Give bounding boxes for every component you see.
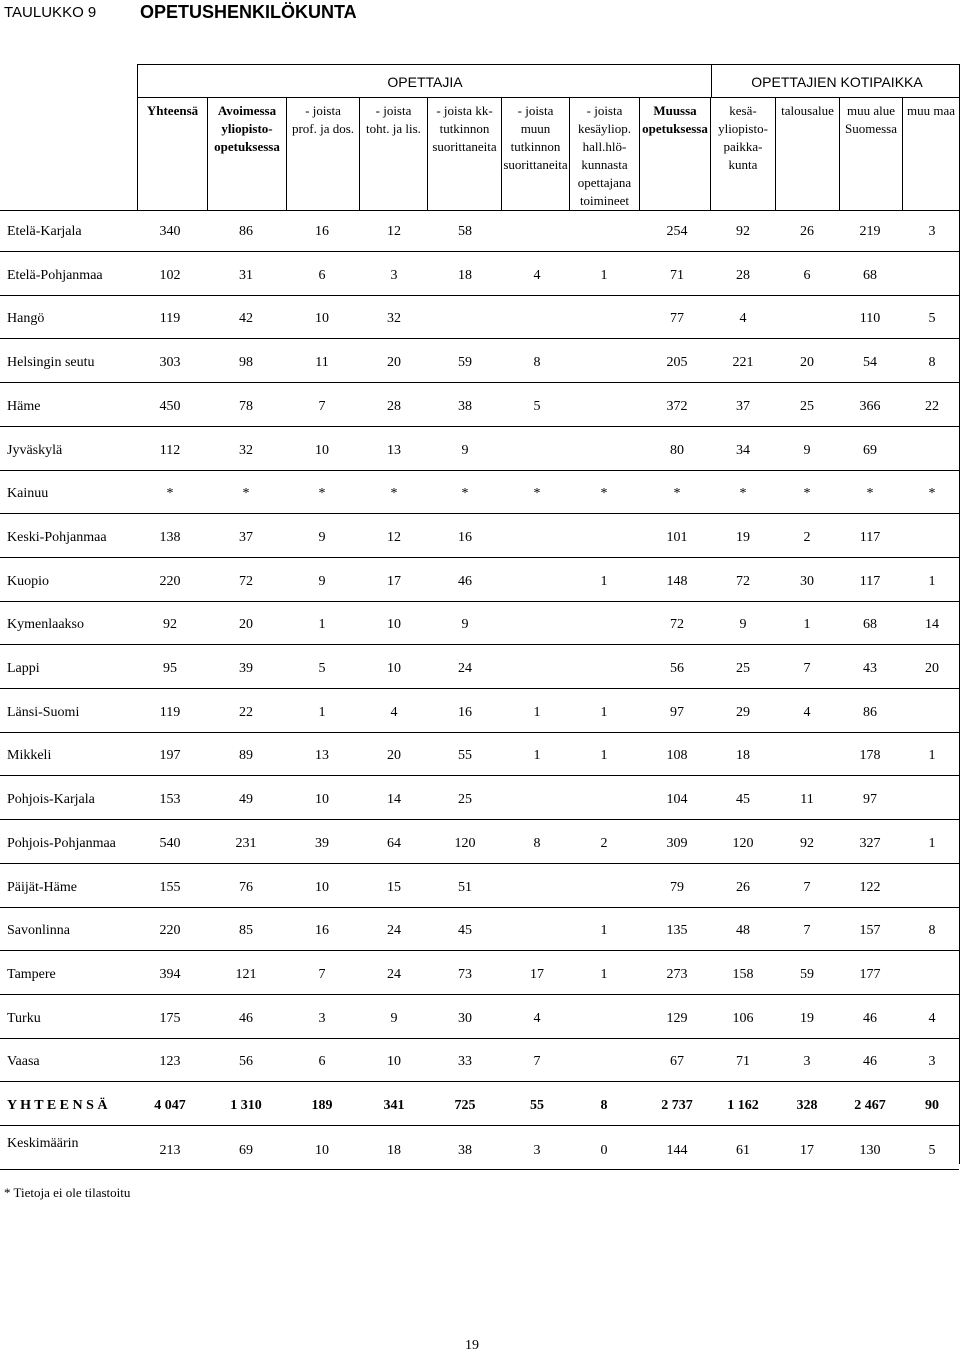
table-cell: 120 [732,835,754,851]
column-header: - joista prof. ja dos. [291,103,355,136]
table-cell: 71 [736,1054,750,1070]
header-top-rule [137,64,959,65]
row-label: Keski-Pohjanmaa [7,529,107,545]
table-cell: 31 [239,267,253,283]
table-cell: 72 [736,573,750,589]
table-cell: 22 [925,398,939,414]
table-cell: 17 [530,966,544,982]
table-cell: 25 [458,792,472,808]
row-label: Kymenlaakso [7,617,84,633]
table-cell: 43 [863,661,877,676]
table-cell: 46 [458,573,472,589]
table-cell: 6 [803,267,811,283]
table-cell: * [318,486,326,502]
table-cell: 10 [387,661,401,676]
table-cell: 158 [732,966,754,982]
table-cell: * [673,486,681,502]
row-separator [0,1169,959,1170]
table-cell: 32 [387,311,401,327]
row-separator [0,688,959,689]
table-cell: 3 [533,1142,541,1158]
table-cell: 144 [666,1142,688,1158]
row-separator [0,426,959,427]
table-cell: 34 [736,442,750,458]
table-cell: 39 [239,661,253,676]
table-cell: 7 [318,398,326,414]
row-separator [0,295,959,296]
row-separator [0,513,959,514]
table-cell: 4 [390,704,398,720]
table-cell: 22 [239,704,253,720]
table-cell: 16 [315,224,329,239]
table-cell: 8 [928,355,936,371]
table-cell: 33 [458,1054,472,1070]
table-cell: 20 [387,355,401,371]
row-separator [0,994,959,995]
table-cell: 61 [736,1142,750,1158]
table-cell: 76 [239,879,253,895]
table-cell: 117 [859,529,881,545]
table-cell: 1 [600,748,608,764]
table-cell: 12 [387,529,401,545]
group-header-home: OPETTAJIEN KOTIPAIKKA [751,74,923,90]
table-cell: 1 [600,573,608,589]
table-cell: 26 [736,879,750,895]
table-cell: 4 047 [154,1098,186,1113]
table-cell: 80 [670,442,684,458]
row-separator [0,382,959,383]
table-cell: 7 [803,923,811,939]
table-cell: 450 [159,398,181,414]
table-cell: 4 [803,704,811,720]
table-cell: 15 [387,879,401,895]
footnote: * Tietoja ei ole tilastoitu [4,1185,131,1200]
table-cell: 122 [859,879,881,895]
table-cell: 58 [458,224,472,239]
table-cell: 10 [387,1054,401,1070]
table-cell: 42 [239,311,253,327]
table-cell: 48 [736,923,750,939]
table-cell: 9 [803,442,811,458]
table-cell: 10 [315,879,329,895]
table-cell: * [242,486,250,502]
table-cell: 1 [600,966,608,982]
table-cell: 254 [666,224,688,239]
table-cell: 1 [928,835,936,851]
table-cell: * [600,486,608,502]
table-cell: 20 [239,617,253,633]
row-separator [0,775,959,776]
table-cell: 340 [159,224,181,239]
table-cell: 112 [159,442,181,458]
table-cell: 46 [863,1010,877,1026]
row-label: Mikkeli [7,748,52,764]
table-cell: 14 [387,792,401,808]
table-cell: 86 [239,224,253,239]
table-cell: 2 [600,835,608,851]
header-bottom-rule [0,210,959,211]
row-label: Turku [7,1010,41,1026]
table-cell: 46 [863,1054,877,1070]
row-label: Kainuu [7,486,49,502]
group-header-teachers: OPETTAJIA [387,74,463,90]
table-cell: 16 [458,704,472,720]
column-header: - joista toht. ja lis. [366,103,421,136]
table-cell: 72 [670,617,684,633]
table-cell: 59 [458,355,472,371]
table-cell: 46 [239,1010,253,1026]
table-cell: 13 [387,442,401,458]
table-cell: 130 [859,1142,881,1158]
table-cell: 221 [732,355,754,371]
column-header: muu alue Suomessa [845,103,897,136]
table-cell: 189 [311,1098,333,1113]
column-header: - joista kesäyliop. hall.hlö- kunnasta opettajana toimineet [577,103,632,208]
table-cell: 49 [239,792,253,808]
table-cell: 12 [387,224,401,239]
table-cell: 8 [533,835,541,851]
table-cell: 67 [670,1054,684,1070]
table-cell: 138 [159,529,181,545]
table-cell: 97 [670,704,684,720]
row-label: Tampere [7,966,56,982]
table-cell: 38 [458,1142,472,1158]
table-cell: 6 [318,1054,326,1070]
row-label: Savonlinna [7,923,70,939]
row-label: Lappi [7,661,40,676]
row-label: Pohjois-Pohjanmaa [7,835,116,851]
table-cell: 14 [925,617,939,633]
row-label: Jyväskylä [7,442,63,458]
table-cell: 7 [533,1054,541,1070]
column-header: kesä- yliopisto- paikka- kunta [718,103,768,172]
table-cell: 328 [796,1098,818,1113]
table-cell: 24 [387,966,401,982]
table-cell: 16 [315,923,329,939]
row-separator [0,1081,959,1082]
row-separator [0,819,959,820]
table-cell: 8 [928,923,936,939]
table-cell: 231 [235,835,257,851]
table-cell: 64 [387,835,401,851]
table-cell: 45 [458,923,472,939]
row-label: Kuopio [7,573,49,589]
table-cell: 37 [239,529,253,545]
table-cell: * [739,486,747,502]
row-separator [0,1125,959,1126]
row-separator [0,251,959,252]
table-cell: 24 [458,661,472,676]
table-cell: 1 [600,267,608,283]
column-header: - joista muun tutkinnon suorittaneita [503,103,568,172]
header-mid-rule [137,97,959,98]
table-cell: 3 [928,224,936,239]
table-cell: 38 [458,398,472,414]
table-cell: 4 [739,311,747,327]
table-cell: 55 [458,748,472,764]
table-cell: * [928,486,936,502]
column-header: Muussa opetuksessa [642,103,708,136]
table-cell: 121 [235,966,257,982]
table-cell: 98 [239,355,253,371]
table-cell: 55 [530,1098,544,1113]
table-cell: 1 [318,617,326,633]
table-cell: 178 [859,748,881,764]
table-cell: 120 [454,835,476,851]
table-cell: 394 [159,966,181,982]
table-cell: 9 [318,529,326,545]
table-cell: 24 [387,923,401,939]
table-cell: 69 [863,442,877,458]
table-cell: 205 [666,355,688,371]
table-cell: 110 [859,311,881,327]
table-cell: 9 [461,442,469,458]
table-cell: 59 [800,966,814,982]
table-cell: 366 [859,398,881,414]
table-cell: 220 [159,923,181,939]
table-cell: 30 [458,1010,472,1026]
row-separator [0,557,959,558]
table-cell: 90 [925,1098,939,1113]
table-cell: 303 [159,355,181,371]
table-cell: 155 [159,879,181,895]
table-cell: 69 [239,1142,253,1158]
table-cell: 25 [736,661,750,676]
column-header: Yhteensä [146,103,199,118]
column-header: Avoimessa yliopisto- opetuksessa [214,103,280,154]
row-label: Etelä-Pohjanmaa [7,267,103,283]
table-cell: 17 [387,573,401,589]
column-header: - joista kk- tutkinnon suorittaneita [432,103,497,154]
table-cell: 13 [315,748,329,764]
table-cell: 5 [533,398,541,414]
table-cell: 220 [159,573,181,589]
table-cell: * [390,486,398,502]
table-cell: 1 [928,748,936,764]
table-cell: 104 [666,792,688,808]
table-label: TAULUKKO 9 [4,4,97,21]
table-cell: 7 [803,661,811,676]
row-label: Länsi-Suomi [7,704,80,720]
table-cell: 26 [800,224,814,239]
table-cell: 77 [670,311,684,327]
table-cell: 5 [928,1142,936,1158]
table-cell: 89 [239,748,253,764]
table-cell: 9 [461,617,469,633]
table-cell: 4 [533,267,541,283]
table-cell: 32 [239,442,253,458]
table-cell: 10 [315,442,329,458]
table-cell: 11 [315,355,329,371]
table-cell: 85 [239,923,253,939]
table-cell: 92 [800,835,814,851]
table-cell: 106 [732,1010,754,1026]
table-cell: 1 162 [727,1098,759,1113]
row-separator [0,1038,959,1039]
table-cell: 1 [600,704,608,720]
table-cell: 18 [458,267,472,283]
table-cell: 5 [318,661,326,676]
table-cell: 327 [859,835,881,851]
table-cell: 3 [803,1054,811,1070]
table-cell: 1 [533,704,541,720]
table-cell: 56 [670,661,684,676]
table-cell: 3 [318,1010,326,1026]
table-cell: 1 [803,617,811,633]
table-cell: 7 [318,966,326,982]
table-cell: 1 310 [230,1098,262,1113]
row-separator [0,732,959,733]
table-cell: * [166,486,174,502]
table-cell: 20 [925,661,939,676]
table-cell: 4 [533,1010,541,1026]
table-cell: 372 [666,398,688,414]
row-label: Hangö [7,311,45,327]
table-cell: 39 [315,835,329,851]
table-cell: 19 [800,1010,814,1026]
table-cell: 148 [666,573,688,589]
row-separator [0,338,959,339]
table-cell: 2 467 [854,1098,886,1113]
table-cell: 72 [239,573,253,589]
table-cell: 17 [800,1142,814,1158]
table-cell: 309 [666,835,688,851]
table-cell: 341 [383,1098,405,1113]
table-cell: 11 [800,792,814,808]
table-cell: 135 [666,923,688,939]
group-divider-rule [711,64,712,98]
table-cell: 28 [736,267,750,283]
table-cell: 219 [859,224,881,239]
table-cell: 71 [670,267,684,283]
table-cell: 7 [803,879,811,895]
table-cell: 68 [863,267,877,283]
table-cell: 8 [600,1098,608,1113]
table-cell: 45 [736,792,750,808]
table-cell: * [461,486,469,502]
table-cell: 177 [859,966,881,982]
table-cell: 3 [928,1054,936,1070]
table-cell: 73 [458,966,472,982]
table-cell: 123 [159,1054,181,1070]
table-cell: 6 [318,267,326,283]
table-cell: 29 [736,704,750,720]
table-cell: 25 [800,398,814,414]
table-cell: 1 [318,704,326,720]
row-separator [0,644,959,645]
row-label: Vaasa [7,1054,40,1070]
table-cell: 175 [159,1010,181,1026]
row-label: Pohjois-Karjala [7,792,95,808]
table-cell: * [533,486,541,502]
row-label: Häme [7,398,41,414]
row-separator [0,950,959,951]
table-cell: 119 [159,704,181,720]
row-separator [0,907,959,908]
table-cell: 10 [315,1142,329,1158]
table-cell: 9 [318,573,326,589]
table-cell: 9 [390,1010,398,1026]
table-cell: 213 [159,1142,181,1158]
table-cell: * [803,486,811,502]
column-header: talousalue [781,103,834,118]
table-cell: 540 [159,835,181,851]
table-cell: 2 737 [661,1098,693,1113]
table-cell: 10 [315,792,329,808]
table-cell: 56 [239,1054,253,1070]
page-number: 19 [465,1338,479,1353]
table-cell: 30 [800,573,814,589]
column-header: muu maa [906,103,955,118]
table-cell: 97 [863,792,877,808]
row-label: Päijät-Häme [7,879,77,895]
table-cell: 4 [928,1010,936,1026]
table-cell: 102 [159,267,181,283]
table-cell: 1 [533,748,541,764]
table-cell: 10 [387,617,401,633]
table-cell: 79 [670,879,684,895]
table-cell: 101 [666,529,688,545]
table-cell: 197 [159,748,181,764]
table-cell: 92 [163,617,177,633]
table-cell: 68 [863,617,877,633]
table-cell: 119 [159,311,181,327]
table-cell: 9 [739,617,747,633]
row-label: Y H T E E N S Ä [7,1098,108,1113]
table-cell: 20 [387,748,401,764]
header-left-rule [137,64,138,210]
table-cell: 157 [859,923,881,939]
table-cell: 78 [239,398,253,414]
table-title: OPETUSHENKILÖKUNTA [140,2,357,22]
table-cell: 19 [736,529,750,545]
table-cell: 51 [458,879,472,895]
table-cell: 95 [163,661,177,676]
table-cell: 92 [736,224,750,239]
table-cell: 18 [736,748,750,764]
table-cell: 18 [387,1142,401,1158]
table-cell: 28 [387,398,401,414]
table-cell: 1 [928,573,936,589]
table-cell: 2 [803,529,811,545]
table-cell: 8 [533,355,541,371]
table-cell: 153 [159,792,181,808]
table-cell: 725 [454,1098,476,1113]
row-separator [0,863,959,864]
table-cell: 86 [863,704,877,720]
row-label: Helsingin seutu [7,355,95,371]
table-cell: 16 [458,529,472,545]
row-label: Keskimäärin [7,1135,79,1151]
table-cell: 37 [736,398,750,414]
table-cell: * [866,486,874,502]
table-cell: 54 [863,355,877,371]
table-cell: 273 [666,966,688,982]
table-cell: 0 [600,1142,608,1158]
table-cell: 5 [928,311,936,327]
table-cell: 10 [315,311,329,327]
table-cell: 129 [666,1010,688,1026]
table-cell: 3 [390,267,398,283]
table-cell: 108 [666,748,688,764]
row-separator [0,601,959,602]
table-cell: 20 [800,355,814,371]
row-separator [0,470,959,471]
table-cell: 117 [859,573,881,589]
table-cell: 1 [600,923,608,939]
row-label: Etelä-Karjala [7,224,82,239]
